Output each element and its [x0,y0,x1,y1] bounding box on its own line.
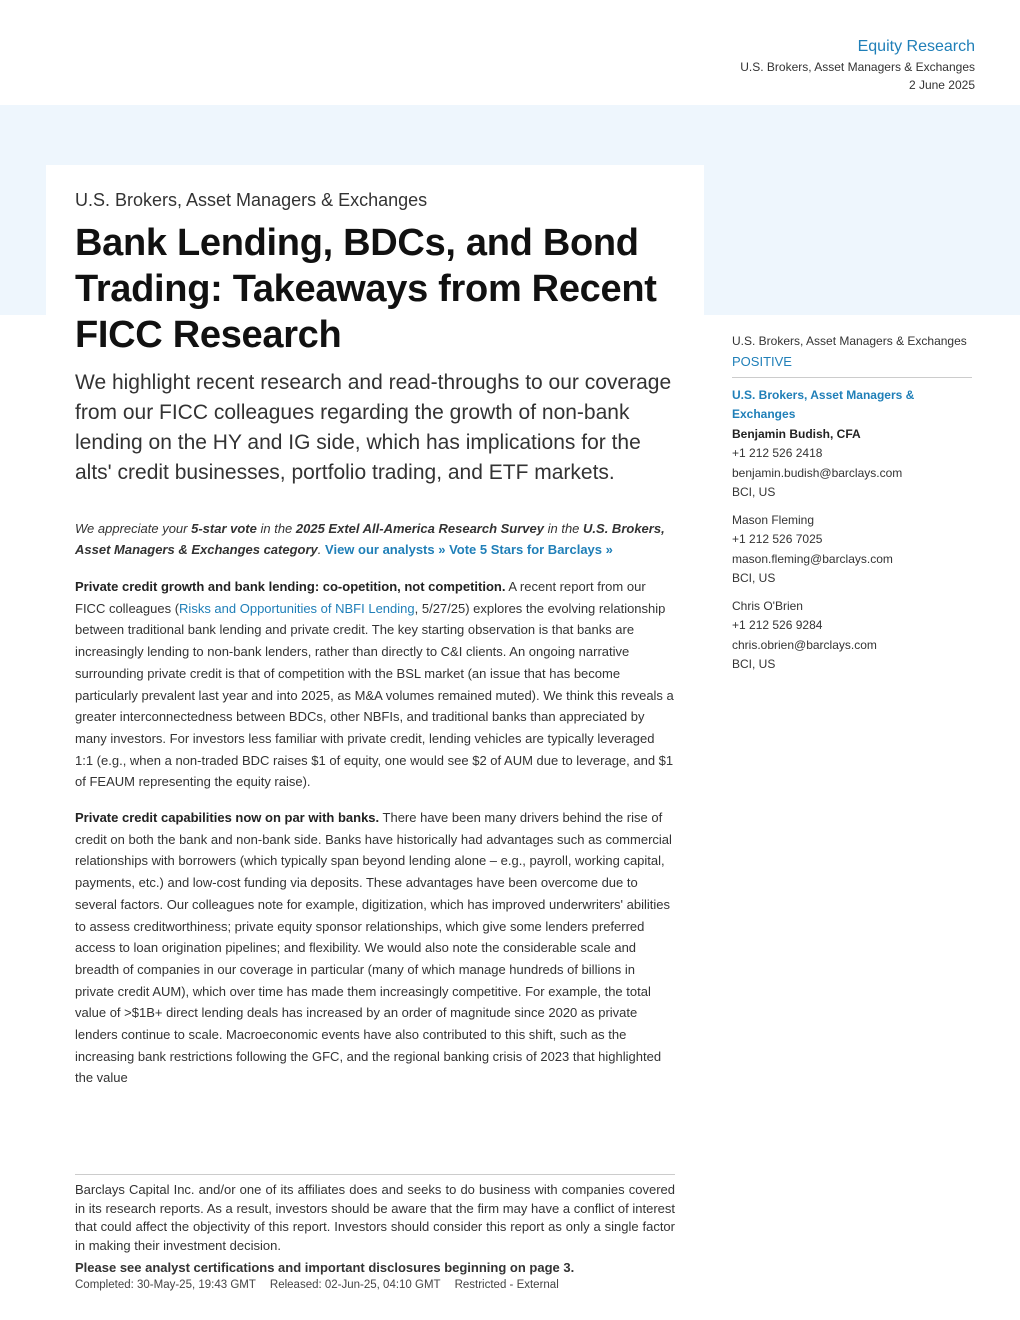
section-label: Equity Research [857,38,975,55]
paragraph-lead: Private credit growth and bank lending: co-opetition, not competition. [75,579,506,594]
analyst-phone: +1 212 526 7025 [732,532,823,546]
paragraph-text: A recent report from our FICC colleagues ( [75,579,646,616]
analyst-card [732,425,972,503]
analyst-name: Chris O'Brien [732,598,803,613]
analyst-sidebar [732,332,972,683]
disclosure-footer [75,1174,675,1293]
report-date: 2 June 2025 [908,78,975,92]
view-analysts-link[interactable]: View our analysts » [325,542,446,557]
survey-vote-note [75,518,675,560]
vote-text: . [317,542,326,557]
page-title: Bank Lending, BDCs, and Bond Trading: Takeaways from Recent FICC Research [75,222,657,356]
vote-text: in the [256,521,296,536]
coverage-rating: POSITIVE [732,352,972,378]
paragraph-lead: Private credit capabilities now on par with banks. [75,810,380,826]
completed-timestamp: Completed: 30-May-25, 19:43 GMT [75,1279,256,1291]
analyst-entity: BCI, US [732,571,776,585]
analyst-card [732,597,972,675]
analyst-email[interactable]: mason.fleming@barclays.com [732,551,893,566]
nbfi-report-link[interactable]: Risks and Opportunities of NBFI Lending [179,600,415,616]
article-body [75,186,675,1103]
analyst-entity: BCI, US [732,485,776,499]
report-header [740,36,975,94]
publication-meta [75,1277,675,1293]
analyst-email[interactable]: benjamin.budish@barclays.com [732,465,903,480]
article-kicker: U.S. Brokers, Asset Managers & Exchanges [75,190,428,210]
coverage-label: U.S. Brokers, Asset Managers & Exchanges [732,334,967,348]
analyst-email[interactable]: chris.obrien@barclays.com [732,637,877,652]
analyst-name: Mason Fleming [732,512,815,527]
analyst-card [732,511,972,589]
sector-label: U.S. Brokers, Asset Managers & Exchanges [740,60,975,74]
paragraph-text: There have been many drivers behind the rise of credit on both the bank and non-bank side. Banks have historically had advantages such as commercial relationships with borrowers (which typically span beyond lending alone – e.g., payroll, working capital, payments, etc.) and low-cost funding via deposits. These advantages have been overcome due to several factors. Our colleagues note for example, digitization, which has improved underwriters' abilities to assess creditworthiness; private equity sponsor relationships, which give some lenders preferred access to loan origination pipelines; and flexibility. We would also note the considerable scale and breadth of companies in our coverage in particular (many of which manage hundreds of billions in private credit AUM), which over time has made them increasingly competitive. For example, the total value of >$1B+ direct lending deals has increased by an order of magnitude since 2020 as private lenders continue to scale. Macroeconomic events have also contributed to this shift, such as the increasing bank restrictions following the GFC, and the regional banking crisis of 2023 that highlighted the value [75,810,672,1086]
vote-barclays-link[interactable]: Vote 5 Stars for Barclays » [449,542,613,557]
article-summary: We highlight recent research and read-throughs to our coverage from our FICC colleagues regarding the growth of non-bank lending on the HY and IG side, which has implications for the alts' credit businesses, portfolio trading, and ETF markets. [75,371,672,484]
team-title: U.S. Brokers, Asset Managers & Exchanges [732,387,915,421]
conflict-disclaimer: Barclays Capital Inc. and/or one of its affiliates does and seeks to do business with companies covered in its research reports. As a result, investors should be aware that the firm may have a conflict of interest that could affect the objectivity of this report. Investors should consider this report as only a single factor in making their investment decision. [75,1182,675,1253]
restriction-label: Restricted - External [454,1279,559,1291]
paragraph-private-credit-bank-lending [75,576,675,793]
certifications-note: Please see analyst certifications and important disclosures beginning on page 3. [75,1260,575,1275]
paragraph-private-credit-capabilities [75,807,675,1089]
paragraph-text: , 5/27/25) explores the evolving relationship between traditional bank lending and private credit. The key starting observation is that banks are increasingly lending to non-bank lenders, rather than directly to C&I clients. An ongoing narrative surrounding private credit is that of competition with the BSL market (an issue that has become particularly prevalent last year and into 2025, as M&A volumes remained muted). We think this reveals a greater interconnectedness between BDCs, other NBFIs, and traditional banks than appreciated by many investors. For investors less familiar with private credit, lending vehicles are typically leveraged 1:1 (e.g., when a non-traded BDC raises $1 of equity, one would see $2 of AUM due to leverage, and $1 of FEAUM representing the equity raise). [75,600,674,790]
analyst-phone: +1 212 526 2418 [732,446,823,460]
vote-text: in the [544,521,584,536]
released-timestamp: Released: 02-Jun-25, 04:10 GMT [269,1279,441,1291]
vote-category: U.S. Brokers, Asset Managers & Exchanges category [75,521,665,557]
analyst-entity: BCI, US [732,657,776,671]
vote-emphasis: 5-star vote [191,521,257,536]
vote-survey-name: 2025 Extel All-America Research Survey [295,521,544,536]
vote-text: We appreciate your [75,521,192,536]
analyst-name: Benjamin Budish, CFA [732,426,861,441]
analyst-phone: +1 212 526 9284 [732,618,823,632]
